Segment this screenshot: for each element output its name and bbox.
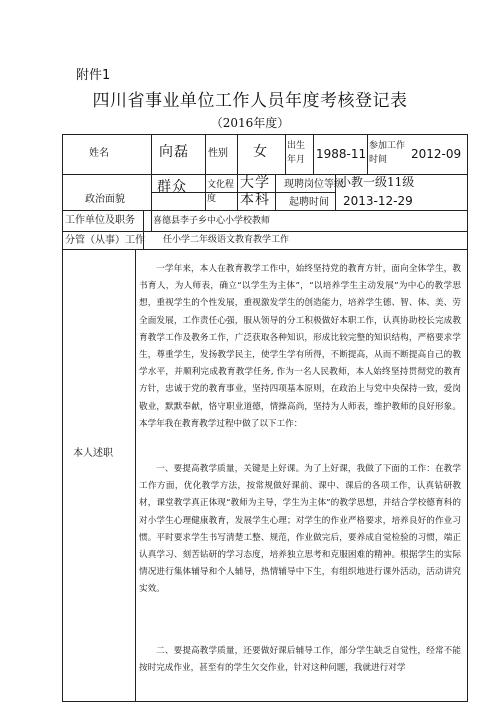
post-level-value: 小教一级11级 — [339, 175, 415, 189]
form-year: （2016年度） — [210, 116, 290, 130]
gender-label: 性别 — [208, 148, 228, 159]
assessment-form — [62, 134, 468, 702]
name-label: 姓名 — [89, 148, 109, 159]
hire-time-label: 起聘时间 — [289, 197, 329, 208]
birth-label: 出生年月 — [287, 141, 306, 165]
row-divider — [63, 210, 467, 211]
name-value: 向磊 — [159, 144, 189, 160]
row-divider — [63, 249, 467, 250]
work-start-value: 2012-09 — [411, 147, 462, 161]
birth-value: 1988-11 — [316, 147, 367, 161]
statement-paragraph: 一学年来，本人在教育教学工作中，始终坚持党的教育方针，面向全体学生，教书育人，为人师表，确立“以学生为主体”，“以培养学生主动发展”为中心的教学思想，重视学生的个性发展，重视激发学生的创造能力，培养学生德、智、体、美、劳全面发展，工作责任心强，服从领导的分工积极做好本职工作，认真协助校长完成教育教学工作及教务工作，广泛获取各种知识，形成比较完整的知识结构，严格要求学生，尊重学生，发扬教学民主，使学生学有所得，不断提高，从而不断提高自己的教学水平，并顺利完成教育教学任务, 作为一名人民教师，本人始终坚持贯彻党的教育方针，忠诚于党的教育事业，坚持四项基本原则，在政治上与党中央保持一致，爱岗敬业，默默奉献，恪守职业道德，情操高尚，坚持为人师表，维护教师的良好形象。本学年我在教育教学过程中做了以下工作： — [139, 264, 461, 429]
political-label: 政治面貌 — [85, 194, 125, 205]
political-value: 群众 — [157, 179, 187, 195]
col-divider — [237, 135, 238, 210]
col-divider — [313, 135, 314, 174]
unit-value: 喜德县李子乡中心小学校教师 — [153, 216, 271, 226]
form-title: 四川省事业单位工作人员年度考核登记表 — [92, 91, 408, 111]
statement-paragraph: 一、要提高教学质量，关键是上好课。为了上好课，我做了下面的工作：在教学工作方面，优化教学方法，按常规做好课前、课中、课后的各项工作，认真钻研教材，课堂教学真正体现“教师为主导，学生为主体”的教学思想，并结合学校德育科的对小学生心理健康教育，发展学生心理；对学生的作业严格要求，培养良好的作业习惯。平时要求学生书写清楚工整、规范，作业做完后，要养成自觉检验的习惯，端正认真学习、刻苦钻研的学习态度，培养独立思考和克服困难的精神。根据学生的实际情况进行集体辅导和个人辅导，热情辅导中下生，有组织地进行课外活动，活动讲究实效。 — [139, 464, 461, 595]
col-divider — [135, 249, 136, 701]
col-divider — [205, 135, 206, 210]
gender-value: 女 — [253, 144, 268, 160]
col-divider — [367, 135, 368, 174]
duty-label: 分管（从事）工作 — [65, 235, 145, 246]
attachment-label: 附件1 — [76, 68, 111, 83]
education-label: 文化程度 — [207, 180, 235, 204]
work-start-label: 参加工作时间 — [369, 141, 406, 165]
statement-label: 本人述职 — [73, 448, 113, 459]
unit-label: 工作单位及职务 — [65, 215, 135, 226]
post-level-label: 现聘岗位等级 — [284, 179, 344, 190]
duty-value: 任小学二年级语文教育教学工作 — [163, 235, 290, 245]
statement-paragraph: 二、要提高教学质量，还要做好课后辅导工作，部分学生缺乏自觉性，经常不能按时完成作业，甚至有的学生欠交作业，针对这种问题，我就进行对学 — [139, 646, 461, 674]
col-divider — [151, 135, 152, 231]
hire-time-value: 2013-12-29 — [343, 194, 413, 208]
row-divider — [63, 231, 467, 232]
education-value: 大学本科 — [240, 175, 270, 208]
col-divider — [285, 135, 286, 174]
